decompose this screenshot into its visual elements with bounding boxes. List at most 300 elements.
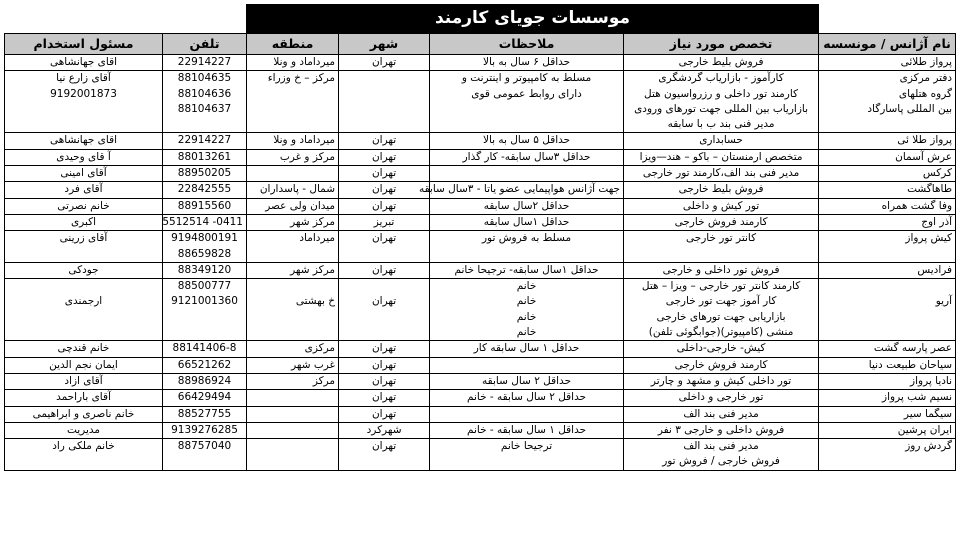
specialty-cell (624, 279, 819, 341)
specialty-cell (624, 357, 819, 373)
cell-line: نسیم شب پرواز (882, 391, 953, 404)
table-row (5, 71, 956, 133)
city-cell (339, 55, 430, 71)
cell-line: فروش بلیط خارجی (678, 56, 764, 68)
phone-cell (163, 406, 247, 422)
cell-line: آ قای وحیدی (56, 150, 111, 163)
cell-line: کارمند تور داخلی و رزرواسیون هتل (644, 87, 799, 100)
city-cell (339, 149, 430, 165)
region-cell (247, 439, 339, 471)
cell-line: 22914227 (177, 56, 232, 68)
cell-line: خانم (516, 295, 537, 308)
specialty-cell (624, 198, 819, 214)
cell-line: 66521262 (177, 358, 232, 371)
notes-cell (430, 373, 624, 389)
cell-line: فروش تور داخلی و خارجی (662, 263, 780, 276)
cell-line: 9121001360 (171, 295, 238, 308)
table-row (5, 439, 956, 471)
cell-line: مدیر فنی بند ب با سابقه (667, 118, 775, 131)
specialty-cell (624, 166, 819, 182)
cell-line: مرکز (312, 374, 336, 387)
notes-cell (430, 406, 624, 422)
agency-name-cell (819, 133, 956, 149)
cell-line: کارمند کانتر تور خارجی – ویزا – هتل (641, 280, 801, 293)
phone-cell (163, 166, 247, 182)
phone-cell (163, 373, 247, 389)
employment-table (4, 4, 956, 471)
agency-name-cell (819, 198, 956, 214)
cell-line: کارمند فروش خارجی (674, 215, 768, 228)
phone-cell (163, 55, 247, 71)
cell-line: ایمان نجم الدین (49, 358, 118, 371)
cell-line: 88500777 (177, 280, 232, 293)
cell-line: 22842555 (177, 183, 232, 196)
cell-line: بازاریابی جهت تورهای خارجی (656, 310, 786, 323)
cell-line: تور کیش و داخلی (682, 199, 760, 212)
specialty-cell (624, 373, 819, 389)
notes-cell (430, 390, 624, 406)
notes-cell (430, 214, 624, 230)
table-row (5, 422, 956, 438)
cell-line: کانتر تور خارجی (685, 232, 757, 245)
cell-line: خانم نصرتی (57, 199, 110, 212)
cell-line: 9192001873 (50, 87, 117, 100)
cell-line: حداقل ۱ سال سابقه کار (473, 342, 580, 355)
table-row (5, 198, 956, 214)
cell-line (433, 407, 620, 422)
agency-name-cell (819, 182, 956, 198)
table-row (5, 262, 956, 278)
city-cell (339, 406, 430, 422)
cell-line: خانم (516, 280, 537, 293)
region-cell (247, 373, 339, 389)
notes-cell (430, 422, 624, 438)
phone-cell (163, 231, 247, 263)
cell-line: 66429494 (177, 391, 232, 404)
city-cell (339, 357, 430, 373)
region-cell (247, 262, 339, 278)
cell-line: پرواز طلائی (900, 56, 953, 68)
cell-line: مرکز شهر (290, 215, 336, 228)
cell-line: اکبری (70, 215, 97, 228)
region-cell (247, 149, 339, 165)
region-cell (247, 231, 339, 263)
cell-line: مرکزی (304, 342, 336, 355)
cell-line: تهران (371, 391, 397, 404)
cell-line (433, 358, 620, 373)
cell-line: 22914227 (177, 134, 232, 147)
region-cell (247, 166, 339, 182)
region-cell (247, 182, 339, 198)
cell-line: کیش پرواز (905, 232, 953, 245)
contact-cell (5, 357, 163, 373)
cell-line: 88757040 (177, 440, 232, 453)
notes-cell (430, 341, 624, 357)
agency-name-cell (819, 262, 956, 278)
cell-line: تهران (371, 407, 397, 420)
cell-line (250, 439, 335, 454)
notes-cell (430, 149, 624, 165)
region-cell (247, 406, 339, 422)
cell-line: بازاریاب بین المللی جهت تورهای ورودی (634, 102, 809, 115)
cell-line: 9194800191 (171, 232, 238, 245)
contact-cell (5, 279, 163, 341)
contact-cell (5, 341, 163, 357)
contact-cell (5, 231, 163, 263)
cell-line: خ بهشتی (295, 295, 336, 308)
agency-name-cell (819, 406, 956, 422)
city-cell (339, 373, 430, 389)
city-cell (339, 198, 430, 214)
cell-line: ارجمندی (64, 295, 103, 308)
cell-line: کارمند فروش خارجی (674, 358, 768, 371)
city-cell (339, 262, 430, 278)
cell-line: آقای باراحمد (56, 391, 111, 404)
cell-line: فروش خارجی / فروش تور (662, 455, 780, 468)
cell-line: کیش- خارجی-داخلی (676, 342, 766, 355)
cell-line: عرش آسمان (895, 150, 953, 163)
specialty-cell (624, 390, 819, 406)
specialty-cell (624, 149, 819, 165)
cell-line (250, 166, 335, 181)
agency-name-cell (819, 279, 956, 341)
cell-line: مسلط به فروش تور (481, 232, 572, 245)
header-row (5, 34, 956, 55)
cell-line: مدیر فنی بند الف،کارمند تور خارجی (642, 167, 800, 180)
cell-line: خانم قندچی (57, 342, 110, 355)
cell-line: اقای جهانشاهی (50, 134, 117, 147)
cell-line (250, 279, 335, 294)
cell-line: حسابداری (699, 134, 743, 147)
contact-cell (5, 182, 163, 198)
table-row (5, 390, 956, 406)
cell-line: 88349120 (177, 263, 232, 276)
cell-line: آقای فرد (64, 183, 103, 196)
phone-cell (163, 262, 247, 278)
cell-line: غرب شهر (291, 358, 336, 371)
phone-cell (163, 341, 247, 357)
notes-cell (430, 71, 624, 133)
cell-line: شهرکرد (366, 423, 402, 436)
phone-cell (163, 439, 247, 471)
specialty-cell (624, 262, 819, 278)
cell-line: تبریز (373, 215, 395, 228)
cell-line: 88104637 (177, 102, 232, 115)
cell-line: تهران (371, 263, 397, 276)
cell-line: 88659828 (177, 247, 232, 260)
cell-line: 88950205 (177, 167, 232, 180)
region-cell (247, 357, 339, 373)
table-row (5, 182, 956, 198)
cell-line: خانم ناصری و ابراهیمی (32, 407, 135, 420)
cell-line (342, 71, 426, 86)
cell-line: حداقل ۲سال سابقه (483, 199, 570, 212)
phone-cell (163, 182, 247, 198)
table-row (5, 373, 956, 389)
phone-cell (163, 279, 247, 341)
cell-line: حداقل ۱ سال سابقه - خانم (466, 423, 587, 436)
city-cell (339, 71, 430, 133)
cell-line: میرداماد و ونلا (273, 56, 336, 68)
cell-line: دارای روابط عمومی قوی (471, 87, 582, 100)
notes-cell (418, 182, 624, 198)
region-cell (247, 133, 339, 149)
cell-line: میرداماد (299, 232, 336, 245)
cell-line: تهران (371, 358, 397, 371)
cell-line: حداقل ۳سال سابقه- کار گذار (462, 150, 591, 163)
agency-name-cell (819, 71, 956, 133)
agency-name-cell (819, 390, 956, 406)
cell-line: فرادیس (917, 263, 953, 276)
phone-cell (163, 149, 247, 165)
cell-line: ترجیحا خانم (500, 440, 553, 453)
notes-cell (430, 55, 624, 71)
specialty-cell (624, 55, 819, 71)
specialty-cell (624, 231, 819, 263)
cell-line: تهران (371, 199, 397, 212)
region-cell (247, 390, 339, 406)
cell-line: جهت آژانس هواپیمایی عضو یاتا - ۳سال سابقه (418, 183, 621, 196)
contact-cell (5, 373, 163, 389)
header-region: منطقه (247, 34, 339, 55)
cell-line: کار آموز جهت تور خارجی (665, 295, 777, 308)
specialty-cell (624, 422, 819, 438)
cell-line: تهران (371, 295, 397, 308)
cell-line: تور داخلی کیش و مشهد و چارتر (650, 374, 792, 387)
cell-line: فروش داخلی و خارجی ۳ نفر (657, 423, 785, 436)
contact-cell (5, 214, 163, 230)
cell-line: 88104635 (177, 72, 232, 85)
cell-line: آقای ازاد (64, 374, 103, 387)
phone-cell (163, 422, 247, 438)
cell-line: تهران (371, 150, 397, 163)
city-cell (339, 439, 430, 471)
cell-line: بین المللی پاسارگاد (867, 102, 953, 115)
cell-line: 0411- 5512514 (162, 215, 243, 228)
cell-line: مسلط به کامپیوتر و اینترنت و (461, 72, 592, 85)
cell-line: خانم ملکی راد (52, 440, 115, 453)
agency-name-cell (819, 214, 956, 230)
cell-line: آقای زرینی (59, 232, 108, 245)
cell-line: حداقل ۲ سال سابقه (482, 374, 572, 387)
contact-cell (5, 71, 163, 133)
agency-name-cell (819, 373, 956, 389)
specialty-cell (624, 182, 819, 198)
cell-line: جودکی (68, 263, 99, 276)
contact-cell (5, 133, 163, 149)
cell-line: دفتر مرکزی (899, 72, 953, 85)
table-row (5, 231, 956, 263)
cell-line: تهران (371, 167, 397, 180)
cell-line: مدیر فنی بند الف (683, 440, 759, 453)
cell-line: 88141406-8 (172, 342, 237, 355)
contact-cell (5, 422, 163, 438)
header-contact: مسئول استخدام (5, 34, 163, 55)
notes-cell (430, 357, 624, 373)
specialty-cell (624, 71, 819, 133)
cell-line: منشی (کامپیوتر)(جوابگوئی تلفن) (648, 326, 794, 339)
header-city: شهر (339, 34, 430, 55)
cell-line: ایران پرشین (897, 423, 953, 436)
cell-line: سیاحان طبیعت دنیا (868, 358, 953, 371)
region-cell (247, 341, 339, 357)
cell-line: تهران (371, 56, 397, 68)
cell-line: وفا گشت همراه (881, 199, 953, 212)
phone-cell (163, 390, 247, 406)
cell-line: آذر اوج (921, 215, 953, 228)
cell-line: نادیا پرواز (910, 374, 953, 387)
cell-line (250, 407, 335, 422)
cell-line: خانم (516, 326, 537, 339)
notes-cell (430, 133, 624, 149)
cell-line (822, 279, 952, 294)
cell-line: فروش بلیط خارجی (678, 183, 764, 196)
table-row (5, 55, 956, 71)
cell-line: حداقل ۵ سال به بالا (482, 134, 571, 147)
specialty-cell (624, 406, 819, 422)
agency-name-cell (819, 231, 956, 263)
notes-cell (430, 166, 624, 182)
cell-line: مدیریت (66, 423, 101, 436)
table-title: موسسات جویای کارمند (247, 5, 819, 34)
agency-name-cell (819, 357, 956, 373)
phone-cell (163, 133, 247, 149)
agency-name-cell (819, 422, 956, 438)
notes-cell (430, 439, 624, 471)
city-cell (339, 390, 430, 406)
agency-name-cell (819, 341, 956, 357)
cell-line: گروه هتلهای (898, 87, 953, 100)
region-cell (247, 422, 339, 438)
city-cell (339, 341, 430, 357)
specialty-cell (624, 133, 819, 149)
cell-line: عصر پارسه گشت (873, 342, 953, 355)
cell-line: اقای جهانشاهی (50, 56, 117, 68)
notes-cell (430, 279, 624, 341)
cell-line: تهران (371, 342, 397, 355)
cell-line: میرداماد و ونلا (273, 134, 336, 147)
cell-line: تهران (371, 183, 397, 196)
table-row (5, 341, 956, 357)
contact-cell (5, 262, 163, 278)
header-specialty: تخصص مورد نیاز (624, 34, 819, 55)
header-agency: نام آژانس / مونسسه (819, 34, 956, 55)
notes-cell (430, 231, 624, 263)
cell-line: حداقل ۱سال سابقه (483, 215, 570, 228)
agency-name-cell (819, 55, 956, 71)
cell-line: متخصص ارمنستان – باکو – هند—ویزا (639, 150, 803, 163)
agency-name-cell (819, 166, 956, 182)
cell-line: شمال - پاسداران (259, 183, 336, 196)
table-row (5, 279, 956, 341)
cell-line: آقای امینی (60, 167, 107, 180)
contact-cell (5, 406, 163, 422)
cell-line: سیگما سیر (903, 407, 953, 420)
table-row (5, 357, 956, 373)
notes-cell (430, 198, 624, 214)
cell-line: آریو (935, 295, 953, 308)
cell-line: میدان ولی عصر (265, 199, 336, 212)
cell-line: مرکز – خ وزراء (267, 72, 336, 85)
contact-cell (5, 439, 163, 471)
cell-line: آقای زارع نیا (56, 72, 111, 85)
cell-line: حداقل ۱سال سابقه- ترجیحا خانم (454, 263, 599, 276)
region-cell (247, 198, 339, 214)
contact-cell (5, 149, 163, 165)
cell-line: تهران (371, 232, 397, 245)
table-row (5, 406, 956, 422)
header-phone: تلفن (163, 34, 247, 55)
specialty-cell (624, 341, 819, 357)
cell-line: مرکز و غرب (279, 150, 336, 163)
cell-line: مدیر فنی بند الف (683, 407, 759, 420)
agency-name-cell (819, 439, 956, 471)
specialty-cell (624, 214, 819, 230)
region-cell (247, 55, 339, 71)
city-cell (339, 279, 430, 341)
cell-line: گردش روز (905, 440, 953, 453)
title-row (5, 5, 956, 34)
cell-line: 88013261 (177, 150, 232, 163)
cell-line (433, 166, 620, 181)
cell-line: 9139276285 (171, 423, 238, 436)
phone-cell (163, 214, 247, 230)
notes-cell (430, 262, 624, 278)
contact-cell (5, 390, 163, 406)
cell-line: حداقل ۲ سال سابقه - خانم (466, 391, 587, 404)
city-cell (339, 231, 430, 263)
contact-cell (5, 55, 163, 71)
cell-line: طاهاگشت (907, 183, 953, 196)
table-row (5, 149, 956, 165)
agency-name-cell (819, 149, 956, 165)
cell-line: تهران (371, 374, 397, 387)
region-cell (247, 214, 339, 230)
city-cell (339, 166, 430, 182)
region-cell (247, 279, 339, 341)
cell-line: تهران (371, 440, 397, 453)
cell-line (250, 423, 335, 438)
table-row (5, 133, 956, 149)
city-cell (339, 214, 430, 230)
contact-cell (5, 166, 163, 182)
cell-line: مرکز شهر (290, 263, 336, 276)
cell-line: تور خارجی و داخلی (678, 391, 764, 404)
contact-cell (5, 198, 163, 214)
city-cell (339, 133, 430, 149)
phone-cell (163, 357, 247, 373)
city-cell (339, 182, 430, 198)
table-row (5, 214, 956, 230)
cell-line: پرواز طلا ئی (897, 134, 953, 147)
cell-line: 88104636 (177, 87, 232, 100)
header-notes: ملاحظات (430, 34, 624, 55)
cell-line: تهران (371, 134, 397, 147)
cell-line (250, 390, 335, 405)
specialty-cell (624, 439, 819, 471)
region-cell (247, 71, 339, 133)
cell-line: خانم (516, 310, 537, 323)
cell-line (342, 279, 426, 294)
city-cell (339, 422, 430, 438)
cell-line: کرکس (922, 167, 953, 180)
phone-cell (163, 198, 247, 214)
cell-line (8, 279, 159, 294)
cell-line: 88527755 (177, 407, 232, 420)
table-row (5, 166, 956, 182)
cell-line: کارآموز - بازاریاب گردشگری (658, 72, 784, 85)
cell-line: 88915560 (177, 199, 232, 212)
